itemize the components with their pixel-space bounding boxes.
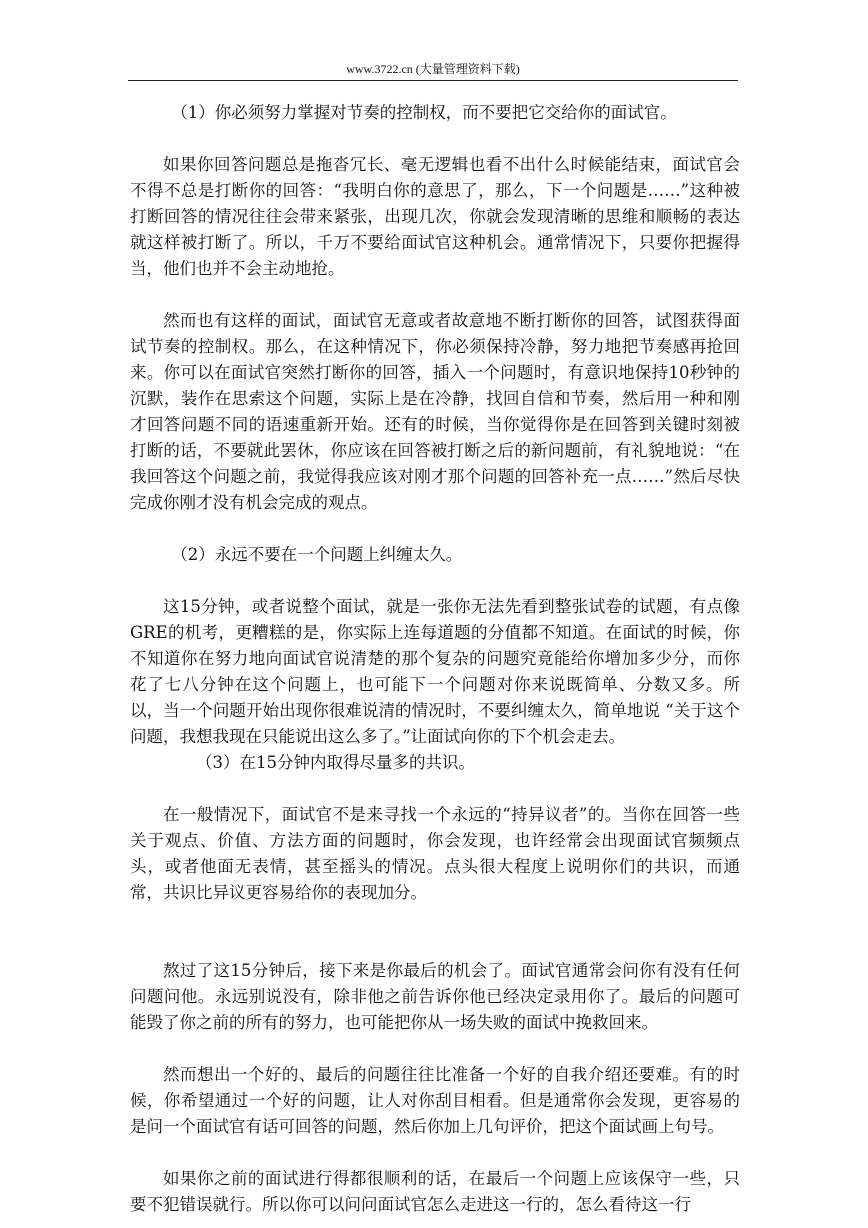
- body-paragraph: 然而想出一个好的、最后的问题往往比准备一个好的自我介绍还要难。有的时候，你希望通过一个好的问题，让人对你刮目相看。但是通常你会发现，更容易的是问一个面试官有话可回答的问题，然后你加上几句评价，把这个面试画上句号。: [130, 1065, 740, 1136]
- body-paragraph: 如果你回答问题总是拖沓冗长、毫无逻辑也看不出什么时候能结束，面试官会不得不总是打断你的回答：“我明白你的意思了，那么，下一个问题是……”这种被打断回答的情况往往会带来紧张，出现几次，你就会发现清晰的思维和顺畅的表达就这样被打断了。所以，千万不要给面试官这种机会。通常情况下，只要你把握得当，他们也并不会主动地抢。: [130, 155, 740, 278]
- section-heading-1: （1）你必须努力掌握对节奏的控制权，而不要把它交给你的面试官。: [171, 103, 677, 122]
- body-paragraph: 然而也有这样的面试，面试官无意或者故意地不断打断你的回答，试图获得面试节奏的控制权。那么，在这种情况下，你必须保持冷静，努力地把节奏感再抢回来。你可以在面试官突然打断你的回答，插入一个问题时，有意识地保持10秒钟的沉默，装作在思索这个问题，实际上是在冷静，找回自信和节奏，然后用一种和刚才回答问题不同的语速重新开始。还有的时候，当你觉得你是在回答到关键时刻被打断的话，不要就此罢休，你应该在回答被打断之后的新问题前，有礼貌地说：“在我回答这个问题之前，我觉得我应该对刚才那个问题的回答补充一点……”然后尽快完成你刚才没有机会完成的观点。: [130, 311, 740, 512]
- header-divider: [128, 80, 738, 81]
- document-body: [130, 100, 740, 1218]
- body-paragraph: 熬过了这15分钟后，接下来是你最后的机会了。面试官通常会问你有没有任何问题问他。永远别说没有，除非他之前告诉你他已经决定录用你了。最后的问题可能毁了你之前的所有的努力，也可能把你从一场失败的面试中挽救回来。: [130, 961, 740, 1032]
- body-paragraph: 在一般情况下，面试官不是来寻找一个永远的“持异议者”的。当你在回答一些关于观点、价值、方法方面的问题时，你会发现，也许经常会出现面试官频频点头，或者他面无表情，甚至摇头的情况。点头很大程度上说明你们的共识，而通常，共识比异议更容易给你的表现加分。: [130, 805, 740, 902]
- spacer: [130, 932, 740, 958]
- body-paragraph: 这15分钟，或者说整个面试，就是一张你无法先看到整张试卷的试题，有点像GRE的机考，更糟糕的是，你实际上连每道题的分值都不知道。在面试的时候，你不知道你在努力地向面试官说清楚的那个复杂的问题究竟能给你增加多少分，而你花了七八分钟在这个问题上，也可能下一个问题对你来说既简单、分数又多。所以，当一个问题开始出现你很难说清的情况时，不要纠缠太久，简单地说 “关于这个问题，我想我现在只能说出这么多了。”让面试向你的下个机会走去。: [130, 597, 740, 746]
- section-heading-2: （2）永远不要在一个问题上纠缠太久。: [171, 545, 463, 564]
- page-header: www.3722.cn (大量管理资料下载): [346, 62, 520, 76]
- section-heading-3: （3）在15分钟内取得尽量多的共识。: [196, 753, 475, 772]
- body-paragraph: 如果你之前的面试进行得都很顺利的话，在最后一个问题上应该保守一些，只要不犯错误就行。所以你可以问问面试官怎么走进这一行的，怎么看待这一行: [130, 1169, 740, 1214]
